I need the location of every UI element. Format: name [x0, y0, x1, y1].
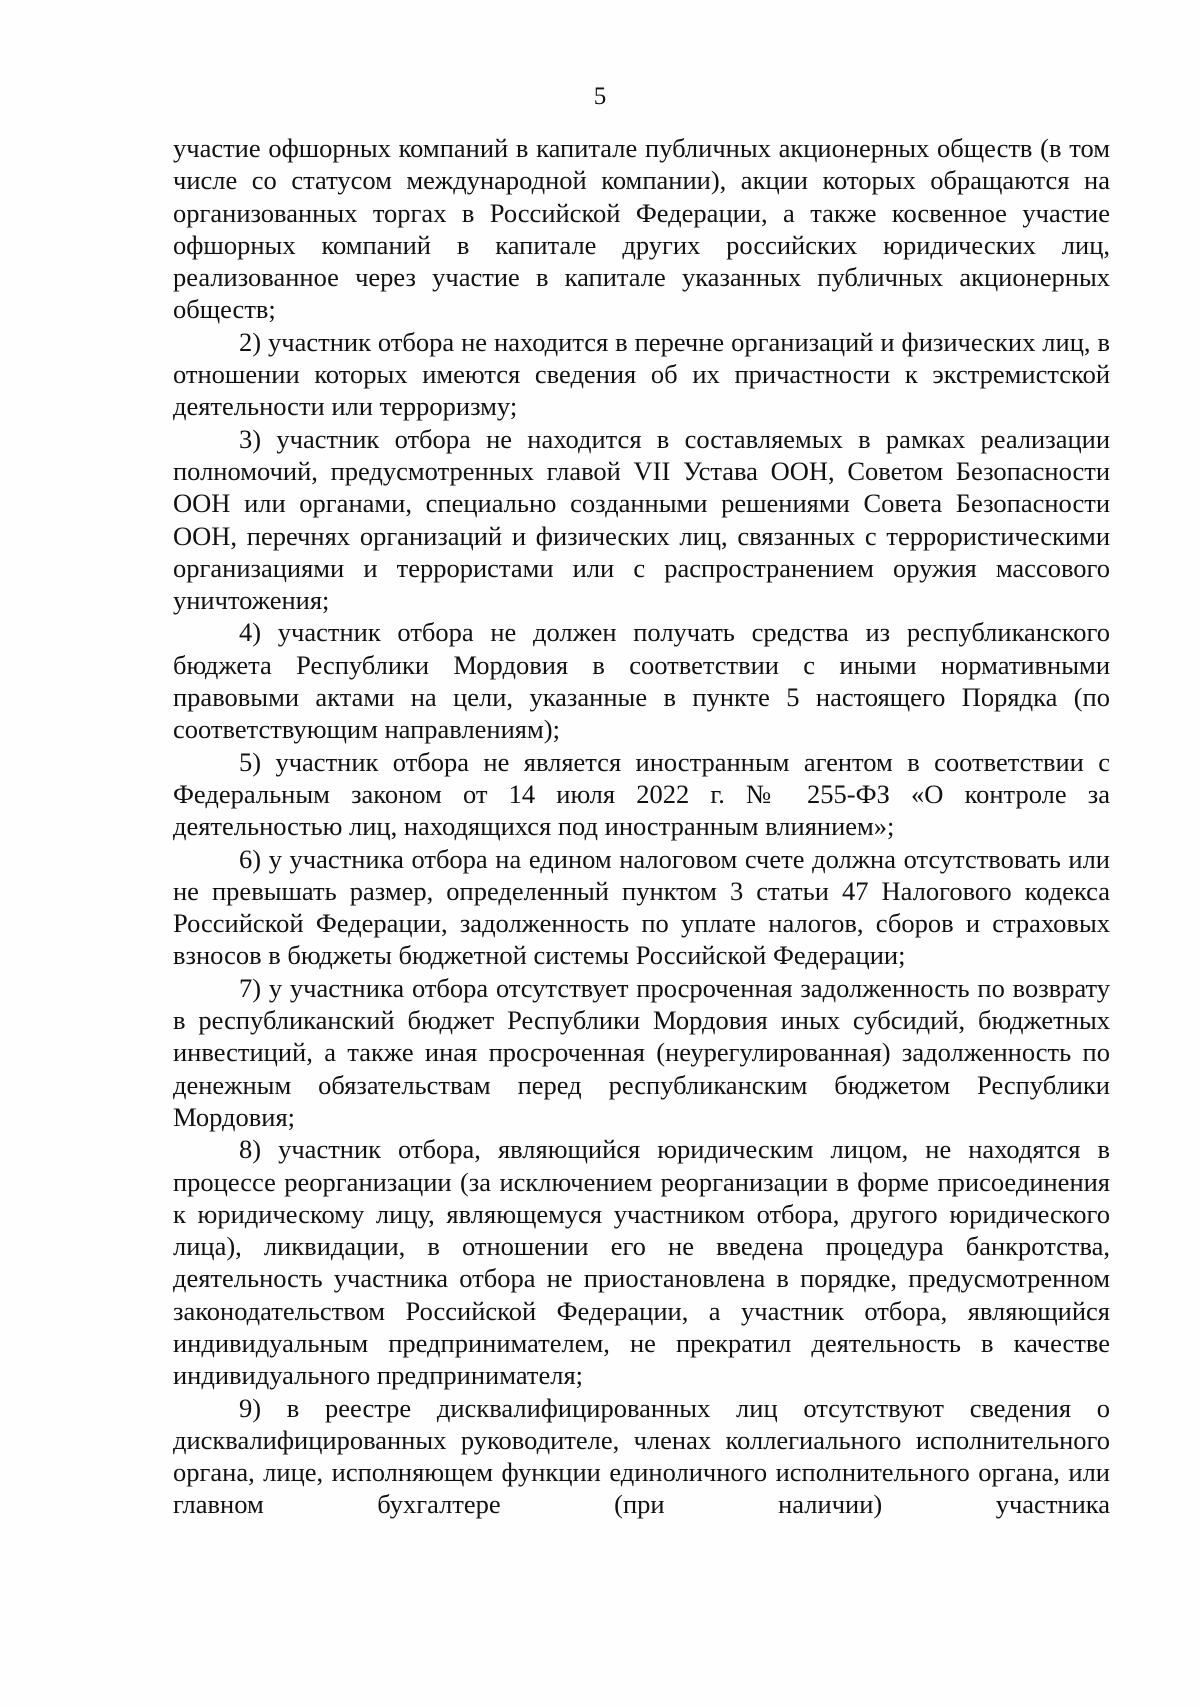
- paragraph-item-9: 9) в реестре дисквалифицированных лиц отсутствуют сведения о дисквалифицированных руководителе, членах коллегиального исполнительного органа, лице, исполняющем функции единоличного исполнительного органа, или главном бухгалтере (при наличии) участника: [173, 1392, 1110, 1520]
- paragraph-item-7: 7) у участника отбора отсутствует просроченная задолженность по возврату в республиканский бюджет Республики Мордовия иных субсидий, бюджетных инвестиций, а также иная просроченная (неурегулированная) задолженность по денежным обязательствам перед республиканским бюджетом Республики Мордовия;: [173, 972, 1110, 1132]
- document-body: [173, 132, 1110, 1521]
- paragraph-item-2: 2) участник отбора не находится в перечне организаций и физических лиц, в отношении которых имеются сведения об их причастности к экстремистской деятельности или терроризму;: [173, 326, 1110, 422]
- paragraph-item-8: 8) участник отбора, являющийся юридическим лицом, не находятся в процессе реорганизации (за исключением реорганизации в форме присоединения к юридическому лицу, являющемуся участником отбора, другого юридического лица), ликвидации, в отношении его не введена процедура банкротства, деятельность участника отбора не приостановлена в порядке, предусмотренном законодательством Российской Федерации, а участник отбора, являющийся индивидуальным предпринимателем, не прекратил деятельность в качестве индивидуального предпринимателя;: [173, 1134, 1110, 1391]
- paragraph-continuation: участие офшорных компаний в капитале публичных акционерных обществ (в том числе со статусом международной компании), акции которых обращаются на организованных торгах в Российской Федерации, а также косвенное участие офшорных компаний в капитале других российских юридических лиц, реализованное через участие в капитале указанных публичных акционерных обществ;: [173, 133, 1110, 325]
- paragraph-item-5: 5) участник отбора не является иностранным агентом в соответствии с Федеральным законом от 14 июля 2022 г. № 255-ФЗ «О контроле за деятельностью лиц, находящихся под иностранным влиянием»;: [173, 746, 1110, 842]
- paragraph-item-6: 6) у участника отбора на едином налоговом счете должна отсутствовать или не превышать размер, определенный пунктом 3 статьи 47 Налогового кодекса Российской Федерации, задолженность по уплате налогов, сборов и страховых взносов в бюджеты бюджетной системы Российской Федерации;: [173, 843, 1110, 971]
- paragraph-item-3: 3) участник отбора не находится в составляемых в рамках реализации полномочий, предусмотренных главой VII Устава ООН, Советом Безопасности ООН или органами, специально созданными решениями Совета Безопасности ООН, перечнях организаций и физических лиц, связанных с террористическими организациями и террористами или с распространением оружия массового уничтожения;: [173, 423, 1110, 616]
- page-number: 5: [593, 83, 607, 110]
- paragraph-item-4: 4) участник отбора не должен получать средства из республиканского бюджета Республики Мордовия в соответствии с иными нормативными правовыми актами на цели, указанные в пункте 5 настоящего Порядка (по соответствующим направлениям);: [173, 617, 1110, 745]
